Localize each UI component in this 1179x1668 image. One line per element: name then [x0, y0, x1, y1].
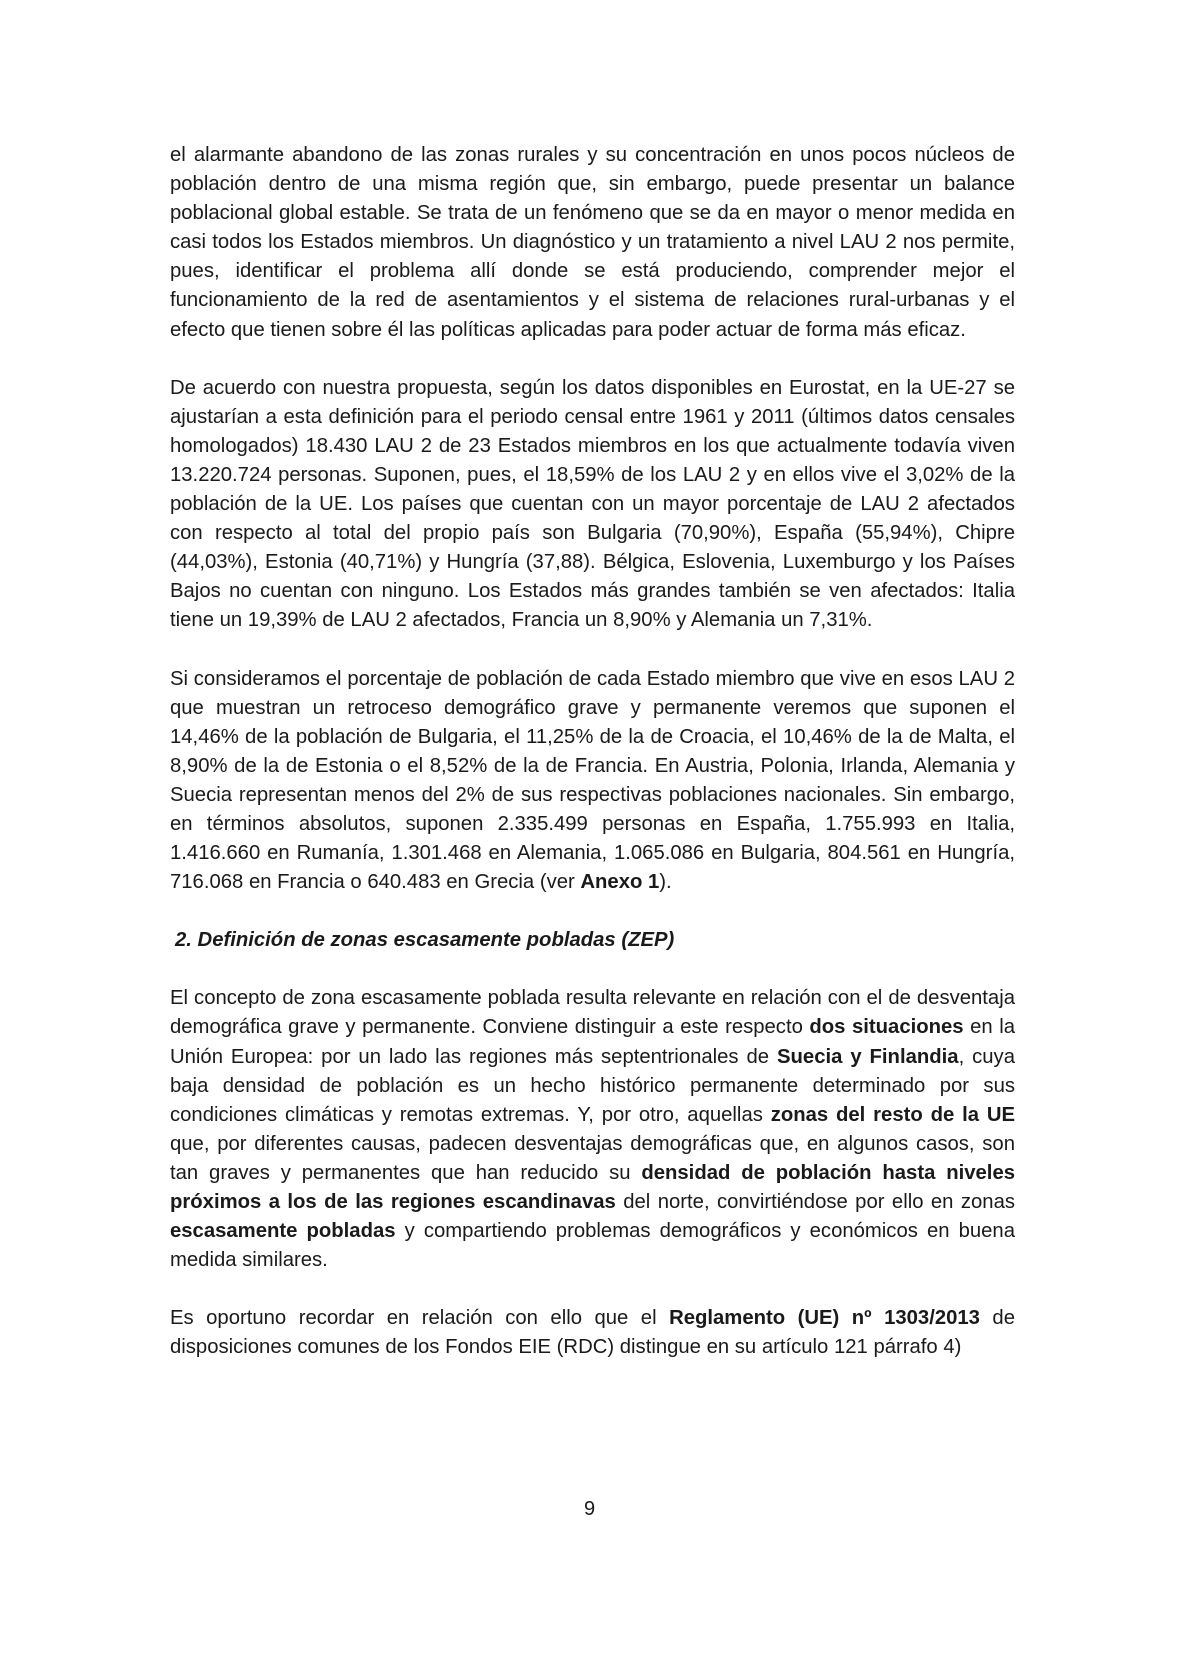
paragraph-population-percentages	[170, 665, 1015, 898]
paragraph-rural-abandonment	[170, 141, 1015, 345]
text-run: que, por diferentes causas, padecen desventajas demográficas que, en algunos casos, son tan graves y permanentes que han reducido su	[170, 1132, 1015, 1184]
page-number: 9	[583, 1498, 596, 1520]
section-heading: 2. Definición de zonas escasamente pobladas (ZEP)	[175, 929, 675, 952]
text-run: y compartiendo problemas demográficos y económicos en buena medida similares.	[170, 1220, 1015, 1272]
paragraph-regulation	[170, 1304, 1015, 1362]
text-run: ).	[659, 871, 672, 894]
bold-run: escasamente pobladas	[170, 1220, 396, 1243]
regulation-reference: Reglamento (UE) nº 1303/2013	[669, 1307, 980, 1330]
text-run: Si consideramos el porcentaje de población de cada Estado miembro que vive en esos LAU 2 que muestran un retroceso demográfico grave y permanente veremos que suponen el 14,46% de la población de Bulgaria, el 11,25% de la de Croacia, el 10,46% de la de Malta, el 8,90% de la de Estonia o el 8,52% de la de Francia. En Austria, Polonia, Irlanda, Alemania y Suecia representan menos del 2% de sus respectivas poblaciones nacionales. Sin embargo, en términos absolutos, suponen 2.335.499 personas en España, 1.755.993 en Italia, 1.416.660 en Rumanía, 1.301.468 en Alemania, 1.065.086 en Bulgaria, 804.561 en Hungría, 716.068 en Francia o 640.483 en Grecia (ver	[170, 667, 1015, 894]
annex-reference: Anexo 1	[580, 871, 660, 894]
text-run: de disposiciones comunes de los Fondos EIE (RDC) distingue en su artículo 121 párrafo 4)	[170, 1307, 1015, 1359]
bold-run: Suecia y Finlandia	[777, 1045, 959, 1068]
bold-run: dos situaciones	[809, 1016, 964, 1039]
text-run: Es oportuno recordar en relación con ello que el	[170, 1307, 670, 1330]
text-run: del norte, convirtiéndose por ello en zonas	[615, 1191, 1016, 1213]
document-page	[170, 141, 1015, 1391]
paragraph-zep-concept	[170, 984, 1015, 1275]
text-run: el alarmante abandono de las zonas rurales y su concentración en unos pocos núcleos de población dentro de una misma región que, sin embargo, puede presentar un balance poblacional global estable. Se trata de un fenómeno que se da en mayor o menor medida en casi todos los Estados miembros. Un diagnóstico y un tratamiento a nivel LAU 2 nos permite, pues, identificar el problema allí donde se está produciendo, comprender mejor el funcionamiento de la red de asentamientos y el sistema de relaciones rural-urbanas y el efecto que tienen sobre él las políticas aplicadas para poder actuar de forma más eficaz.	[170, 144, 1015, 341]
text-run: en la Unión Europea: por un lado las regiones más septentrionales de	[170, 1016, 1016, 1068]
bold-run: densidad de población hasta niveles próximos a los de las regiones escandinavas	[170, 1161, 1015, 1213]
text-run: De acuerdo con nuestra propuesta, según los datos disponibles en Eurostat, en la UE-27 se ajustarían a esta definición para el periodo censal entre 1961 y 2011 (últimos datos censales homologados) 18.430 LAU 2 de 23 Estados miembros en los que actualmente todavía viven 13.220.724 personas. Suponen, pues, el 18,59% de los LAU 2 y en ellos vive el 3,02% de la población de la UE. Los países que cuentan con un mayor porcentaje de LAU 2 afectados con respecto al total del propio país son Bulgaria (70,90%), España (55,94%), Chipre (44,03%), Estonia (40,71%) y Hungría (37,88). Bélgica, Eslovenia, Luxemburgo y los Países Bajos no cuentan con ninguno. Los Estados más grandes también se ven afectados: Italia tiene un 19,39% de LAU 2 afectados, Francia un 8,90% y Alemania un 7,31%.	[170, 376, 1015, 632]
text-run: , cuya baja densidad de población es un hecho histórico permanente determinado por sus condiciones climáticas y remotas extremas. Y, por otro, aquellas	[170, 1045, 1015, 1126]
text-run: El concepto de zona escasamente poblada resulta relevante en relación con el de desventaja demográfica grave y permanente. Conviene distinguir a este respecto	[170, 987, 1015, 1039]
paragraph-eurostat-data	[170, 374, 1015, 636]
bold-run: zonas del resto de la UE	[770, 1103, 1015, 1126]
